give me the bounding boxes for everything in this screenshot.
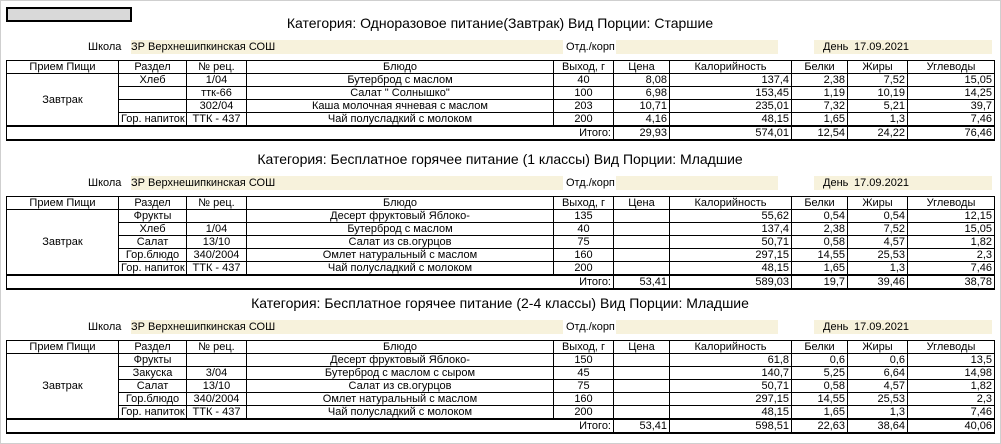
column-header: Углеводы	[908, 61, 995, 74]
cell-carb: 2,3	[908, 249, 995, 262]
total-row	[7, 419, 995, 433]
cell-prot: 2,38	[792, 223, 848, 236]
cell-kcal: 50,71	[670, 236, 792, 249]
cell-out: 160	[554, 249, 614, 262]
total-price: 53,41	[614, 419, 670, 433]
cell-dish: Бутерброд с маслом	[247, 223, 554, 236]
cell-fat: 6,64	[848, 367, 908, 380]
total-carb: 76,46	[908, 126, 995, 140]
total-price: 29,93	[614, 126, 670, 140]
column-header: № рец.	[187, 341, 247, 354]
cell-razdel: Хлеб	[119, 74, 187, 87]
date-value: 17.09.2021	[854, 177, 910, 189]
otd-field	[616, 320, 778, 334]
cell-prot: 0,58	[792, 236, 848, 249]
cell-fat: 4,57	[848, 380, 908, 393]
cell-razdel: Хлеб	[119, 223, 187, 236]
cell-price	[614, 367, 670, 380]
cell-fat: 1,3	[848, 113, 908, 127]
category-title: Категория: Бесплатное горячее питание (2-4 классы) Вид Порции: Младшие	[251, 295, 749, 311]
cell-prot: 0,6	[792, 354, 848, 367]
cell-rec: ттк-66	[187, 87, 247, 100]
column-header: Выход, г	[554, 341, 614, 354]
column-header: Блюдо	[247, 341, 554, 354]
total-label: Итого:	[7, 275, 614, 289]
cell-rec: ТТК - 437	[187, 406, 247, 420]
column-header: Выход, г	[554, 61, 614, 74]
cell-price	[614, 249, 670, 262]
total-prot: 22,63	[792, 419, 848, 433]
date-value: 17.09.2021	[854, 41, 910, 53]
cell-out: 200	[554, 262, 614, 276]
column-header: Жиры	[848, 341, 908, 354]
cell-price: 6,98	[614, 87, 670, 100]
column-header: № рец.	[187, 61, 247, 74]
otd-label: Отд./корп	[566, 321, 615, 333]
cell-dish: Салат из св.огурцов	[247, 380, 554, 393]
total-row	[7, 275, 995, 289]
cell-price	[614, 223, 670, 236]
cell-rec: 13/10	[187, 236, 247, 249]
total-fat: 39,46	[848, 275, 908, 289]
cell-fat: 7,52	[848, 223, 908, 236]
total-fat: 24,22	[848, 126, 908, 140]
cell-kcal: 153,45	[670, 87, 792, 100]
category-title: Категория: Бесплатное горячее питание (1 классы) Вид Порции: Младшие	[257, 151, 743, 167]
cell-fat: 0,54	[848, 210, 908, 223]
column-header: Белки	[792, 341, 848, 354]
cell-out: 45	[554, 367, 614, 380]
cell-price: 10,71	[614, 100, 670, 113]
meal-cell: Завтрак	[7, 354, 119, 420]
total-label: Итого:	[7, 126, 614, 140]
total-prot: 19,7	[792, 275, 848, 289]
cell-dish: Салат из св.огурцов	[247, 236, 554, 249]
cell-dish: Бутерброд с маслом	[247, 74, 554, 87]
cell-price	[614, 236, 670, 249]
cell-fat: 25,53	[848, 249, 908, 262]
cell-razdel: Салат	[119, 236, 187, 249]
school-label: Школа	[88, 41, 122, 53]
cell-razdel: Гор. напиток	[119, 262, 187, 276]
cell-kcal: 61,8	[670, 354, 792, 367]
cell-carb: 7,46	[908, 406, 995, 420]
total-kcal: 589,03	[670, 275, 792, 289]
cell-out: 200	[554, 113, 614, 127]
cell-out: 135	[554, 210, 614, 223]
column-header: Калорийность	[670, 197, 792, 210]
cell-carb: 39,7	[908, 100, 995, 113]
table-row	[7, 380, 995, 393]
column-header: Раздел	[119, 61, 187, 74]
table-row	[7, 74, 995, 87]
table-header-row	[7, 197, 995, 210]
cell-dish: Салат " Солнышко"	[247, 87, 554, 100]
column-header: Углеводы	[908, 341, 995, 354]
cell-razdel: Фрукты	[119, 210, 187, 223]
cell-dish: Чай полусладкий с молоком	[247, 406, 554, 420]
cell-rec: ТТК - 437	[187, 113, 247, 127]
cell-razdel	[119, 87, 187, 100]
day-label: День	[823, 177, 849, 189]
category-title: Категория: Одноразовое питание(Завтрак) Вид Порции: Старшие	[286, 15, 714, 31]
column-header: Прием Пищи	[7, 197, 119, 210]
cell-razdel: Салат	[119, 380, 187, 393]
cell-rec	[187, 210, 247, 223]
cell-kcal: 137,4	[670, 223, 792, 236]
cell-fat: 4,57	[848, 236, 908, 249]
cell-price	[614, 210, 670, 223]
cell-dish: Десерт фруктовый Яблоко-	[247, 354, 554, 367]
cell-rec: 13/10	[187, 380, 247, 393]
cell-dish: Омлет натуральный с маслом	[247, 249, 554, 262]
table-header-row	[7, 341, 995, 354]
column-header: Калорийность	[670, 341, 792, 354]
cell-rec: ТТК - 437	[187, 262, 247, 276]
cell-kcal: 55,62	[670, 210, 792, 223]
school-name: ЗР Верхнешипкинская СОШ	[131, 321, 276, 333]
cell-rec	[187, 354, 247, 367]
cell-fat: 1,3	[848, 406, 908, 420]
cell-dish: Каша молочная ячневая с маслом	[247, 100, 554, 113]
column-header: Калорийность	[670, 61, 792, 74]
cell-fat: 0,6	[848, 354, 908, 367]
cell-razdel: Гор.блюдо	[119, 249, 187, 262]
date-value: 17.09.2021	[854, 321, 910, 333]
total-row	[7, 126, 995, 140]
cell-price	[614, 393, 670, 406]
school-label: Школа	[88, 321, 122, 333]
column-header: Жиры	[848, 61, 908, 74]
column-header: Цена	[614, 197, 670, 210]
cell-fat: 1,3	[848, 262, 908, 276]
cell-rec: 302/04	[187, 100, 247, 113]
cell-razdel: Гор.блюдо	[119, 393, 187, 406]
column-header: Цена	[614, 341, 670, 354]
cell-out: 100	[554, 87, 614, 100]
table-row	[7, 354, 995, 367]
meta-row	[6, 320, 994, 334]
total-fat: 38,64	[848, 419, 908, 433]
otd-field	[616, 176, 778, 190]
cell-kcal: 137,4	[670, 74, 792, 87]
table-row	[7, 87, 995, 100]
table-row	[7, 113, 995, 127]
cell-out: 160	[554, 393, 614, 406]
table-header-row	[7, 61, 995, 74]
total-label: Итого:	[7, 419, 614, 433]
cell-dish: Бутерброд с маслом с сыром	[247, 367, 554, 380]
total-carb: 38,78	[908, 275, 995, 289]
cell-carb: 14,25	[908, 87, 995, 100]
cell-carb: 7,46	[908, 262, 995, 276]
cell-price	[614, 380, 670, 393]
cell-carb: 13,5	[908, 354, 995, 367]
cell-carb: 14,98	[908, 367, 995, 380]
cell-carb: 15,05	[908, 74, 995, 87]
cell-fat: 10,19	[848, 87, 908, 100]
column-header: Блюдо	[247, 197, 554, 210]
cell-prot: 7,32	[792, 100, 848, 113]
cell-out: 40	[554, 223, 614, 236]
cell-out: 40	[554, 74, 614, 87]
cell-price	[614, 354, 670, 367]
cell-carb: 7,46	[908, 113, 995, 127]
cell-rec: 340/2004	[187, 393, 247, 406]
cell-price: 4,16	[614, 113, 670, 127]
cell-out: 75	[554, 236, 614, 249]
column-header: Прием Пищи	[7, 341, 119, 354]
cell-kcal: 235,01	[670, 100, 792, 113]
column-header: Цена	[614, 61, 670, 74]
column-header: Жиры	[848, 197, 908, 210]
school-name: ЗР Верхнешипкинская СОШ	[131, 177, 276, 189]
cell-rec: 1/04	[187, 223, 247, 236]
cell-dish: Чай полусладкий с молоком	[247, 262, 554, 276]
cell-razdel: Фрукты	[119, 354, 187, 367]
column-header: Белки	[792, 61, 848, 74]
cell-prot: 0,58	[792, 380, 848, 393]
cell-prot: 2,38	[792, 74, 848, 87]
cell-fat: 25,53	[848, 393, 908, 406]
column-header: Раздел	[119, 197, 187, 210]
cell-kcal: 140,7	[670, 367, 792, 380]
menu-table	[6, 340, 995, 434]
cell-out: 203	[554, 100, 614, 113]
table-row	[7, 393, 995, 406]
cell-prot: 1,65	[792, 262, 848, 276]
total-price: 53,41	[614, 275, 670, 289]
menu-table	[6, 196, 995, 290]
cell-price	[614, 262, 670, 276]
school-name: ЗР Верхнешипкинская СОШ	[131, 41, 276, 53]
table-row	[7, 236, 995, 249]
column-header: Блюдо	[247, 61, 554, 74]
cell-dish: Омлет натуральный с маслом	[247, 393, 554, 406]
cell-fat: 5,21	[848, 100, 908, 113]
cell-razdel: Гор. напиток	[119, 406, 187, 420]
cell-prot: 0,54	[792, 210, 848, 223]
cell-prot: 14,55	[792, 249, 848, 262]
cell-carb: 1,82	[908, 380, 995, 393]
cell-carb: 2,3	[908, 393, 995, 406]
cell-price	[614, 406, 670, 420]
cell-out: 200	[554, 406, 614, 420]
cell-out: 150	[554, 354, 614, 367]
table-row	[7, 367, 995, 380]
column-header: Прием Пищи	[7, 61, 119, 74]
cell-kcal: 48,15	[670, 113, 792, 127]
cell-razdel: Гор. напиток	[119, 113, 187, 127]
cell-carb: 12,15	[908, 210, 995, 223]
cell-kcal: 50,71	[670, 380, 792, 393]
cell-kcal: 48,15	[670, 406, 792, 420]
otd-label: Отд./корп	[566, 177, 615, 189]
table-row	[7, 223, 995, 236]
menu-table	[6, 60, 995, 141]
cell-kcal: 297,15	[670, 249, 792, 262]
table-row	[7, 406, 995, 420]
table-row	[7, 249, 995, 262]
table-row	[7, 210, 995, 223]
total-prot: 12,54	[792, 126, 848, 140]
cell-razdel: Закуска	[119, 367, 187, 380]
cell-fat: 7,52	[848, 74, 908, 87]
meal-cell: Завтрак	[7, 74, 119, 127]
column-header: № рец.	[187, 197, 247, 210]
cell-kcal: 48,15	[670, 262, 792, 276]
cell-carb: 1,82	[908, 236, 995, 249]
cell-prot: 14,55	[792, 393, 848, 406]
cell-rec: 1/04	[187, 74, 247, 87]
cell-carb: 15,05	[908, 223, 995, 236]
cell-dish: Чай полусладкий с молоком	[247, 113, 554, 127]
cell-out: 75	[554, 380, 614, 393]
column-header: Белки	[792, 197, 848, 210]
column-header: Раздел	[119, 341, 187, 354]
otd-field	[616, 40, 778, 54]
column-header: Выход, г	[554, 197, 614, 210]
cell-rec: 3/04	[187, 367, 247, 380]
day-label: День	[823, 321, 849, 333]
total-kcal: 574,01	[670, 126, 792, 140]
cell-razdel	[119, 100, 187, 113]
cell-prot: 1,19	[792, 87, 848, 100]
cell-price: 8,08	[614, 74, 670, 87]
otd-label: Отд./корп	[566, 41, 615, 53]
meal-cell: Завтрак	[7, 210, 119, 276]
cell-prot: 1,65	[792, 113, 848, 127]
column-header: Углеводы	[908, 197, 995, 210]
total-carb: 40,06	[908, 419, 995, 433]
cell-dish: Десерт фруктовый Яблоко-	[247, 210, 554, 223]
school-label: Школа	[88, 177, 122, 189]
meta-row	[6, 176, 994, 190]
table-row	[7, 262, 995, 276]
total-kcal: 598,51	[670, 419, 792, 433]
table-row	[7, 100, 995, 113]
meta-row	[6, 40, 994, 54]
cell-rec: 340/2004	[187, 249, 247, 262]
cell-prot: 5,25	[792, 367, 848, 380]
cell-prot: 1,65	[792, 406, 848, 420]
day-label: День	[823, 41, 849, 53]
cell-kcal: 297,15	[670, 393, 792, 406]
